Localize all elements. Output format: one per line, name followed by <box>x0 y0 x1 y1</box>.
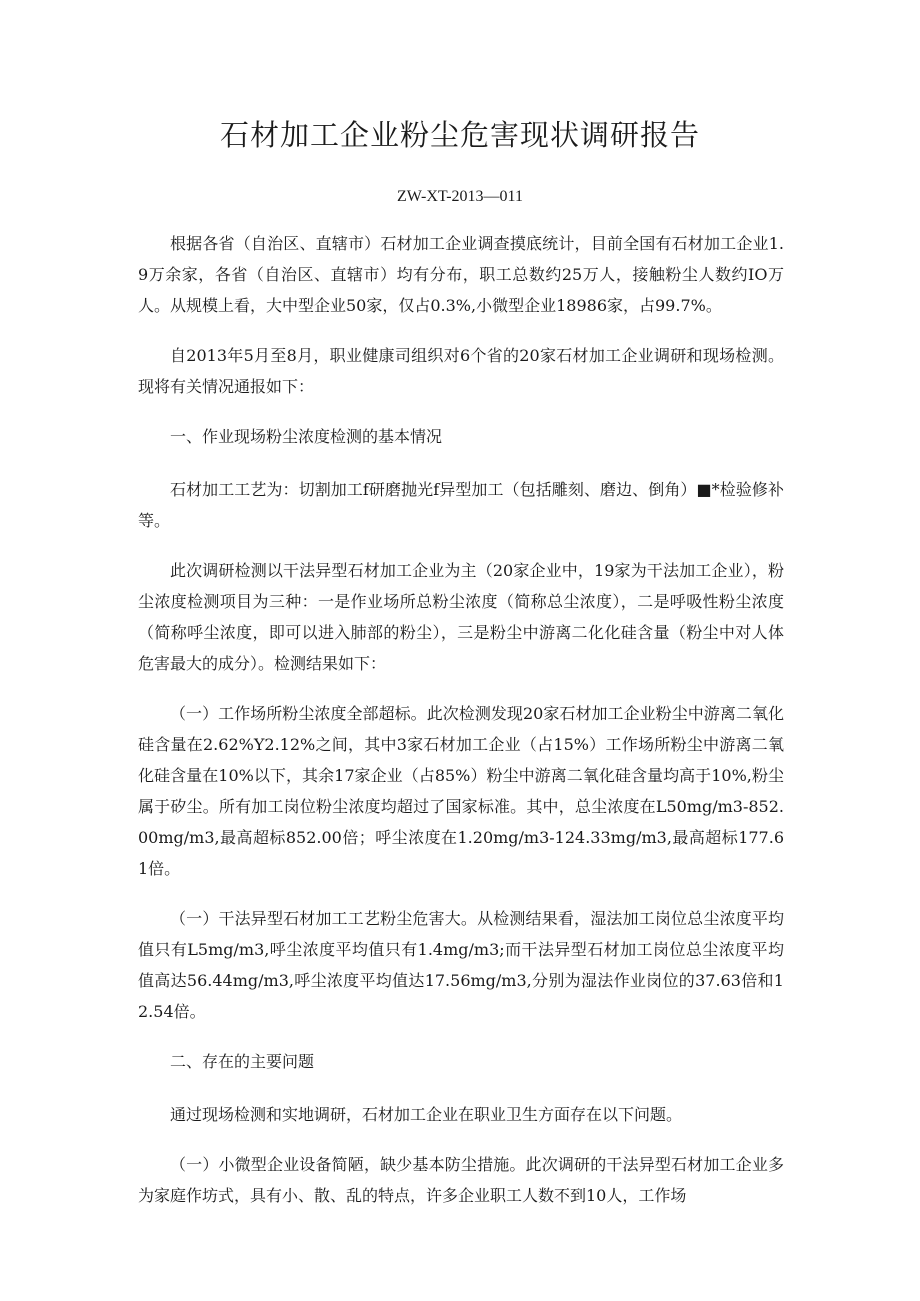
paragraph-result-1: （一）工作场所粉尘浓度全部超标。此次检测发现20家石材加工企业粉尘中游离二氧化硅含量在2.62%Y2.12%之间，其中3家石材加工企业（占15%）工作场所粉尘中游离二氧化硅含量在10%以下，其余17家企业（占85%）粉尘中游离二氧化硅含量均高于10%,粉尘属于矽尘。所有加工岗位粉尘浓度均超过了国家标准。其中，总尘浓度在L50mg∕m3-852.00mg∕m3,最高超标852.00倍；呼尘浓度在1.20mg∕m3-124.33mg∕m3,最高超标177.61倍。 <box>138 704 784 878</box>
section-heading-2: 二、存在的主要问题 <box>170 1052 315 1071</box>
document-title: 石材加工企业粉尘危害现状调研报告 <box>219 118 700 152</box>
document-body <box>138 228 784 1230</box>
paragraph-survey-statistics: 根据各省（自治区、直辖市）石材加工企业调查摸底统计，目前全国有石材加工企业1.9万余家，各省（自治区、直辖市）均有分布，职工总数约25万人，接触粉尘人数约IO万人。从规模上看，大中型企业50家，仅占0.3%,小微型企业18986家，占99.7%。 <box>138 234 784 315</box>
paragraph-detection-items: 此次调研检测以干法异型石材加工企业为主（20家企业中，19家为干法加工企业），粉尘浓度检测项目为三种：一是作业场所总粉尘浓度（简称总尘浓度），二是呼吸性粉尘浓度（简称呼尘浓度，即可以进入肺部的粉尘），三是粉尘中游离二化化硅含量（粉尘中对人体危害最大的成分）。检测结果如下： <box>138 561 784 673</box>
document-code: ZW-XT-2013—011 <box>397 188 523 205</box>
paragraph-result-2: （一）干法异型石材加工工艺粉尘危害大。从检测结果看，湿法加工岗位总尘浓度平均值只有L5mg∕m3,呼尘浓度平均值只有1.4mg∕m3;而干法异型石材加工岗位总尘浓度平均值高达56.44mg∕m3,呼尘浓度平均值达17.56mg∕m3,分别为湿法作业岗位的37.63倍和12.54倍。 <box>138 909 784 1021</box>
section-heading-1: 一、作业现场粉尘浓度检测的基本情况 <box>170 427 443 446</box>
paragraph-problems-intro: 通过现场检测和实地调研，石材加工企业在职业卫生方面存在以下问题。 <box>170 1105 683 1124</box>
paragraph-process: 石材加工工艺为：切割加工f研磨抛光f异型加工（包括雕刻、磨边、倒角）■*检验修补等。 <box>138 480 784 530</box>
paragraph-problem-1: （一）小微型企业设备简陋，缺少基本防尘措施。此次调研的干法异型石材加工企业多为家庭作坊式，具有小、散、乱的特点，许多企业职工人数不到10人，工作场 <box>138 1155 784 1205</box>
paragraph-survey-period: 自2013年5月至8月，职业健康司组织对6个省的20家石材加工企业调研和现场检测。现将有关情况通报如下： <box>138 346 784 396</box>
